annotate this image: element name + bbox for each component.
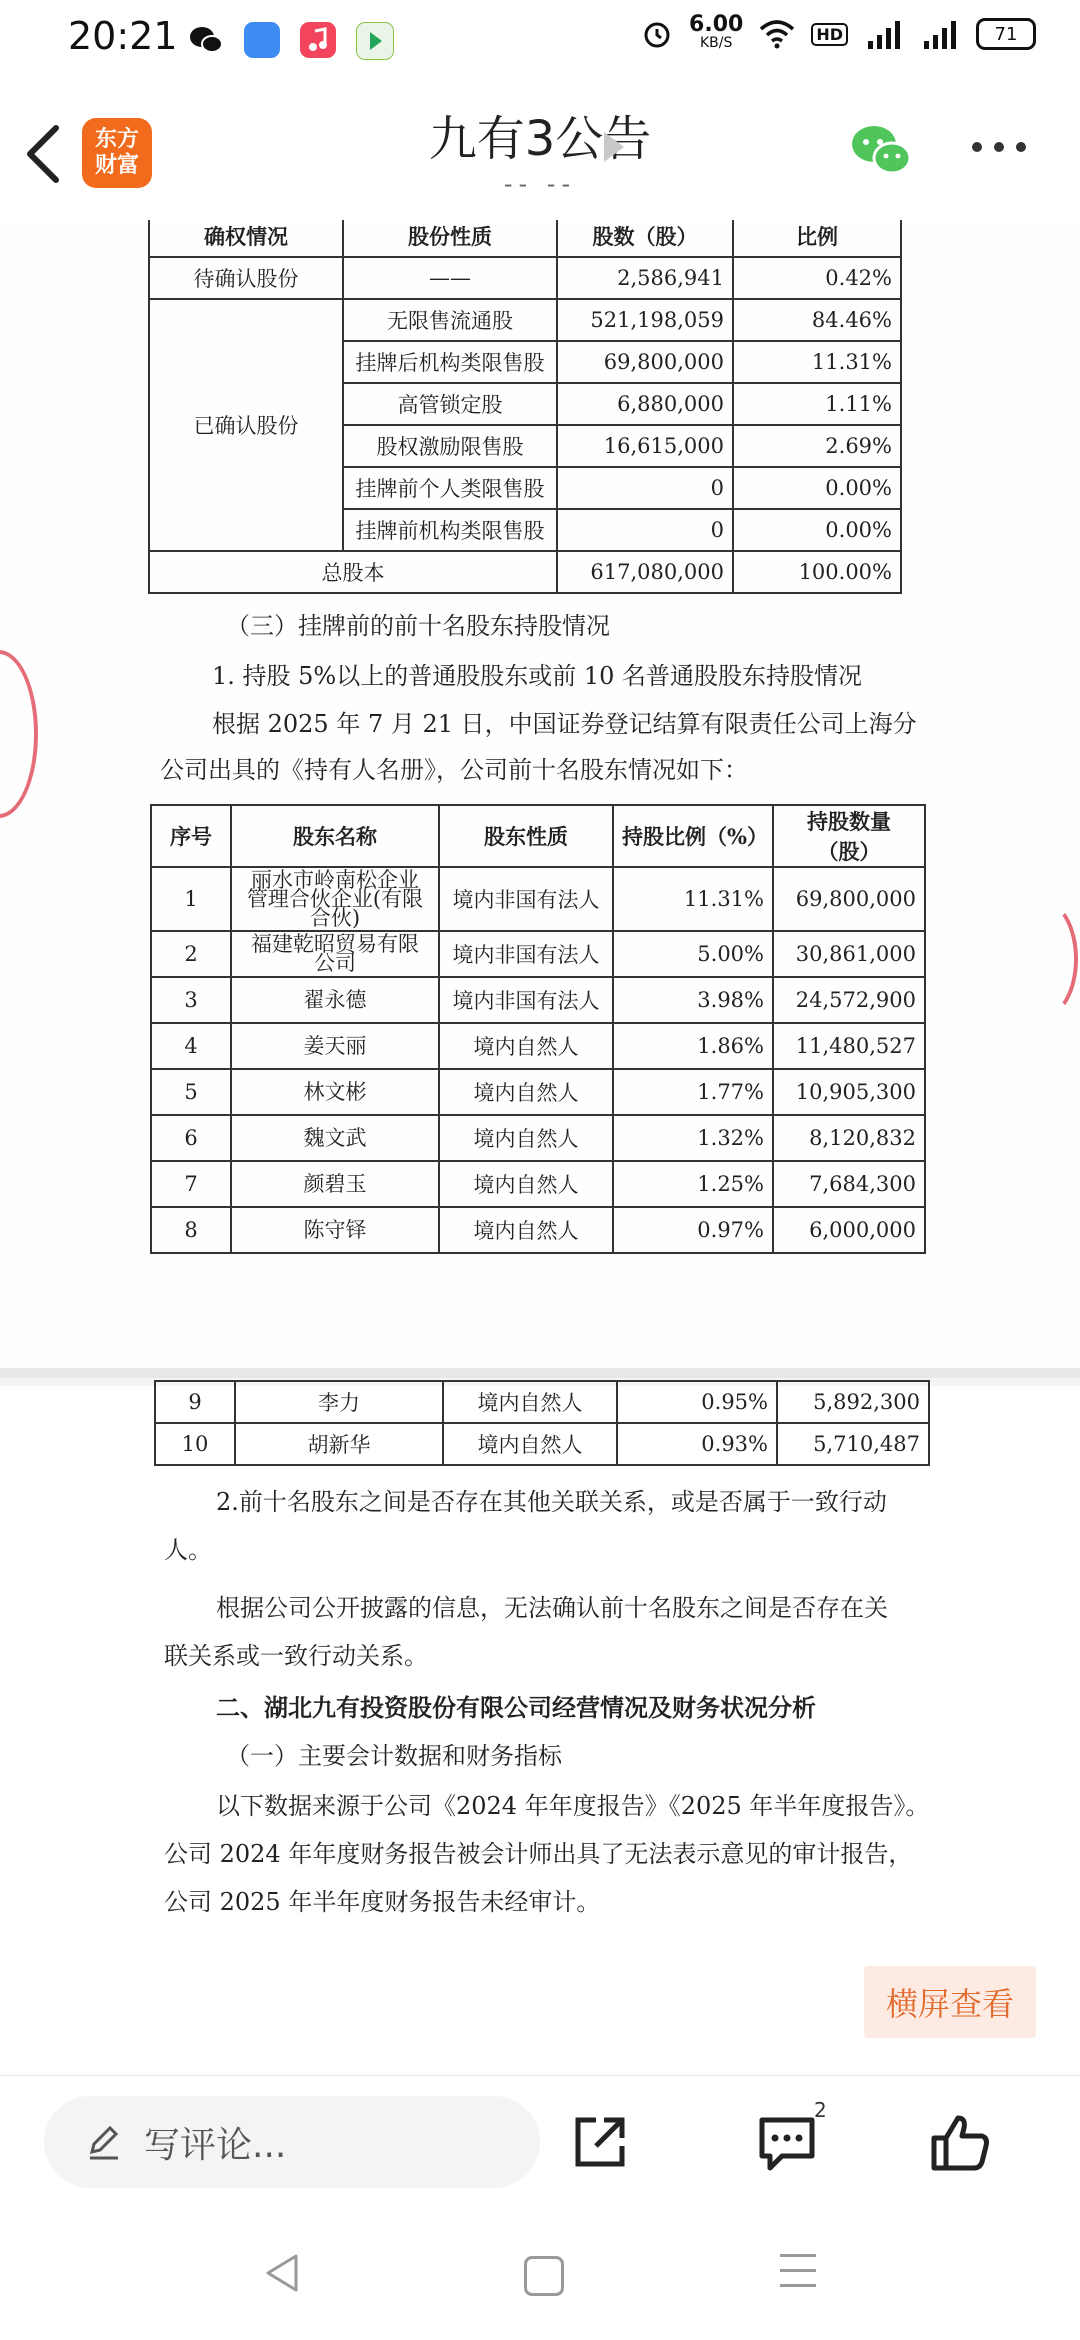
item-heading: 1. 持股 5%以上的普通股股东或前 10 名普通股股东持股情况 xyxy=(212,662,863,690)
shareholder-name-line: 福建乾昭贸易有限 xyxy=(251,932,419,956)
table-cell: 境内自然人 xyxy=(439,1207,613,1253)
table-cell: 境内非国有法人 xyxy=(439,867,613,931)
wechat-share-button[interactable] xyxy=(848,122,914,178)
table-cell: 7 xyxy=(151,1161,231,1207)
table-row xyxy=(151,1023,925,1069)
table-total-row xyxy=(149,551,901,593)
nav-recents-button[interactable] xyxy=(780,2254,816,2299)
page-subtitle: -- -- xyxy=(503,170,577,198)
table-cell: 6,880,000 xyxy=(557,383,733,425)
comment-count-badge: 2 xyxy=(814,2098,827,2122)
table-header-cell: 持股数量（股） xyxy=(773,805,925,867)
table-cell: 境内自然人 xyxy=(443,1381,617,1423)
table-cell: 8,120,832 xyxy=(773,1115,925,1161)
like-button[interactable] xyxy=(930,2112,992,2174)
table-cell: 0.00% xyxy=(733,509,901,551)
table-header-cell: 股东名称 xyxy=(231,805,439,867)
wifi-icon xyxy=(759,19,795,49)
table-cell: 0.95% xyxy=(617,1381,777,1423)
table-cell xyxy=(231,931,439,977)
paragraph-line: 公司 2024 年年度财务报告被会计师出具了无法表示意见的审计报告， xyxy=(164,1840,913,1868)
comment-input[interactable] xyxy=(44,2096,540,2188)
network-speed: 6.00 KB/S xyxy=(689,12,744,51)
table-row xyxy=(155,1381,929,1423)
table-cell xyxy=(231,1023,439,1069)
document-viewer[interactable] xyxy=(0,220,1080,2075)
table-row xyxy=(149,299,901,341)
nav-home-button[interactable] xyxy=(524,2256,564,2296)
table-row xyxy=(151,867,925,931)
status-bar xyxy=(0,0,1080,82)
table-row xyxy=(151,1207,925,1253)
shareholder-name-line: 姜天丽 xyxy=(303,1033,367,1058)
shareholder-name-line: 颜碧玉 xyxy=(303,1171,367,1196)
table-cell: 高管锁定股 xyxy=(343,383,557,425)
title-expand-icon[interactable] xyxy=(604,132,624,162)
table-cell: 11.31% xyxy=(613,867,773,931)
table-cell: 挂牌前机构类限售股 xyxy=(343,509,557,551)
table-cell: 0.93% xyxy=(617,1423,777,1465)
table-cell: 3.98% xyxy=(613,977,773,1023)
shareholder-name-line: 丽水市岭南松企业 xyxy=(251,867,419,892)
table-cell: 0 xyxy=(557,467,733,509)
table-row xyxy=(149,257,901,299)
page-divider xyxy=(0,1368,1080,1378)
table-header-cell: 股份性质 xyxy=(343,220,557,257)
table-cell: 0.97% xyxy=(613,1207,773,1253)
table-cell: 5 xyxy=(151,1069,231,1115)
table-cell: 5.00% xyxy=(613,931,773,977)
table-cell: 0 xyxy=(557,509,733,551)
table-header-cell: 比例 xyxy=(733,220,901,257)
video-app-icon xyxy=(356,22,394,60)
table-cell: 境内非国有法人 xyxy=(439,977,613,1023)
table-cell xyxy=(231,1069,439,1115)
table-cell: 2.69% xyxy=(733,425,901,467)
table-cell: 10 xyxy=(155,1423,235,1465)
table-header-cell: 序号 xyxy=(151,805,231,867)
share-structure-table xyxy=(148,220,902,594)
top-shareholders-table xyxy=(150,804,926,1254)
table-cell: 1.11% xyxy=(733,383,901,425)
nav-back-icon xyxy=(262,2252,302,2294)
table-cell: 挂牌后机构类限售股 xyxy=(343,341,557,383)
table-cell: 李力 xyxy=(235,1381,443,1423)
share-button[interactable] xyxy=(570,2114,628,2172)
paragraph-line: 以下数据来源于公司《2024 年年度报告》《2025 年半年度报告》。 xyxy=(216,1792,930,1820)
table-cell: 6,000,000 xyxy=(773,1207,925,1253)
more-options-button[interactable] xyxy=(972,142,1026,152)
table-cell: 已确认股份 xyxy=(149,299,343,551)
paragraph-line: 公司出具的《持有人名册》，公司前十名股东情况如下： xyxy=(160,756,748,784)
table-row xyxy=(151,1069,925,1115)
table-header-cell: 股数（股） xyxy=(557,220,733,257)
shareholder-name-line: 魏文武 xyxy=(303,1125,367,1150)
document-page-1 xyxy=(0,220,1080,1368)
table-cell: 11,480,527 xyxy=(773,1023,925,1069)
table-cell: 521,198,059 xyxy=(557,299,733,341)
status-time: 20:21 xyxy=(68,14,178,58)
app-notification-icon xyxy=(244,22,280,58)
table-cell: 69,800,000 xyxy=(773,867,925,931)
paragraph-line: 公司 2025 年半年度财务报告未经审计。 xyxy=(164,1888,601,1916)
eastmoney-logo: 东方 财富 xyxy=(82,118,152,188)
table-header-cell: 股东性质 xyxy=(439,805,613,867)
paragraph-line: 根据公司公开披露的信息，无法确认前十名股东之间是否存在关 xyxy=(216,1594,888,1622)
table-header-cell: 确权情况 xyxy=(149,220,343,257)
table-cell: 胡新华 xyxy=(235,1423,443,1465)
table-cell: 24,572,900 xyxy=(773,977,925,1023)
paragraph-line: 2.前十名股东之间是否存在其他关联关系，或是否属于一致行动 xyxy=(216,1488,887,1516)
wechat-icon xyxy=(848,122,914,178)
table-cell xyxy=(231,1115,439,1161)
table-cell: 0.00% xyxy=(733,467,901,509)
table-cell: 5,710,487 xyxy=(777,1423,929,1465)
table-header-cell: 持股比例（%） xyxy=(613,805,773,867)
subsection-heading: （一）主要会计数据和财务指标 xyxy=(226,1742,562,1770)
table-cell: 境内自然人 xyxy=(439,1023,613,1069)
shareholder-name-line: 公司 xyxy=(314,951,356,975)
paragraph-line: 联关系或一致行动关系。 xyxy=(164,1642,428,1670)
table-row xyxy=(151,1161,925,1207)
table-cell: 1.32% xyxy=(613,1115,773,1161)
paragraph-line: 根据 2025 年 7 月 21 日，中国证券登记结算有限责任公司上海分 xyxy=(212,710,917,738)
table-cell: 0.42% xyxy=(733,257,901,299)
battery-indicator: 71 xyxy=(976,18,1036,50)
table-cell: 境内自然人 xyxy=(443,1423,617,1465)
table-cell xyxy=(231,1207,439,1253)
table-cell: 1.77% xyxy=(613,1069,773,1115)
signal-4g-icon-2 xyxy=(920,19,960,49)
table-cell: 84.46% xyxy=(733,299,901,341)
table-cell: 境内非国有法人 xyxy=(439,931,613,977)
status-app-icons xyxy=(188,22,394,60)
table-header-row xyxy=(151,805,925,867)
table-cell: 69,800,000 xyxy=(557,341,733,383)
status-indicators xyxy=(641,12,1036,52)
red-seal-stamp xyxy=(0,650,38,818)
nav-back-button[interactable] xyxy=(262,2252,302,2298)
table-cell: 2 xyxy=(151,931,231,977)
table-cell: 2,586,941 xyxy=(557,257,733,299)
table-cell: 无限售流通股 xyxy=(343,299,557,341)
share-icon xyxy=(570,2114,628,2172)
table-cell: 8 xyxy=(151,1207,231,1253)
table-cell: 617,080,000 xyxy=(557,551,733,593)
music-app-icon xyxy=(300,22,336,58)
pen-icon xyxy=(84,2122,124,2162)
shareholder-name-line: 合伙) xyxy=(309,905,361,930)
table-cell: 1.25% xyxy=(613,1161,773,1207)
bottom-action-bar xyxy=(0,2075,1080,2211)
shareholder-name-line: 林文彬 xyxy=(303,1079,367,1104)
alarm-icon xyxy=(641,18,673,50)
comments-button[interactable] xyxy=(756,2112,818,2174)
shareholder-name-line: 翟永德 xyxy=(303,987,367,1012)
table-cell: 待确认股份 xyxy=(149,257,343,299)
table-cell xyxy=(231,867,439,931)
page-title[interactable]: 九有3公告 xyxy=(428,111,652,167)
table-cell xyxy=(231,977,439,1023)
table-cell: 1 xyxy=(151,867,231,931)
table-cell: —— xyxy=(343,257,557,299)
table-header-row xyxy=(149,220,901,257)
table-cell: 6 xyxy=(151,1115,231,1161)
table-cell: 100.00% xyxy=(733,551,901,593)
table-cell: 境内自然人 xyxy=(439,1161,613,1207)
wechat-notification-icon xyxy=(188,22,224,58)
table-cell: 9 xyxy=(155,1381,235,1423)
comment-placeholder: 写评论... xyxy=(144,2124,287,2166)
hd-voice-badge: HD xyxy=(811,23,848,46)
system-nav-bar xyxy=(0,2210,1080,2340)
table-cell: 境内自然人 xyxy=(439,1115,613,1161)
table-cell xyxy=(231,1161,439,1207)
section-heading: （三）挂牌前的前十名股东持股情况 xyxy=(226,612,610,640)
shareholder-name-line: 管理合伙企业(有限 xyxy=(246,886,424,911)
table-row xyxy=(151,977,925,1023)
table-cell: 16,615,000 xyxy=(557,425,733,467)
shareholder-name-line: 陈守铎 xyxy=(303,1217,367,1242)
table-cell: 1.86% xyxy=(613,1023,773,1069)
landscape-view-button[interactable]: 横屏查看 xyxy=(864,1966,1036,2038)
table-cell: 总股本 xyxy=(149,551,557,593)
app-header xyxy=(0,82,1080,221)
comment-icon xyxy=(756,2112,818,2174)
thumbs-up-icon xyxy=(930,2112,992,2174)
table-row xyxy=(155,1423,929,1465)
top-shareholders-table-continued xyxy=(154,1380,930,1466)
table-cell: 10,905,300 xyxy=(773,1069,925,1115)
paragraph-line: 人。 xyxy=(164,1536,212,1564)
table-row xyxy=(151,1115,925,1161)
table-cell: 4 xyxy=(151,1023,231,1069)
signal-4g-icon-1 xyxy=(864,19,904,49)
table-row xyxy=(151,931,925,977)
table-cell: 挂牌前个人类限售股 xyxy=(343,467,557,509)
table-cell: 境内自然人 xyxy=(439,1069,613,1115)
table-cell: 5,892,300 xyxy=(777,1381,929,1423)
table-cell: 股权激励限售股 xyxy=(343,425,557,467)
red-seal-stamp-right xyxy=(1010,900,1078,1018)
table-cell: 3 xyxy=(151,977,231,1023)
table-cell: 30,861,000 xyxy=(773,931,925,977)
section-heading: 二、湖北九有投资股份有限公司经营情况及财务状况分析 xyxy=(216,1693,816,1722)
table-cell: 11.31% xyxy=(733,341,901,383)
table-cell: 7,684,300 xyxy=(773,1161,925,1207)
